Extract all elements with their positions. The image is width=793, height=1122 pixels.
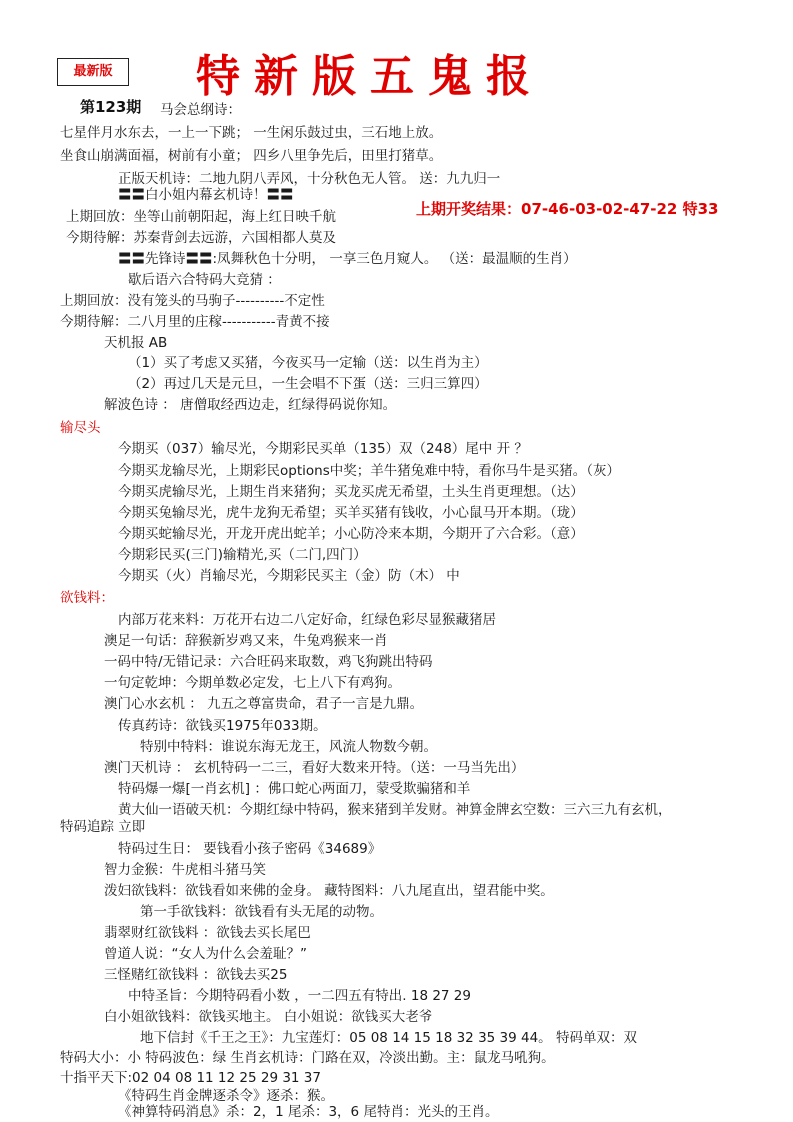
page-title: 特新版五鬼报 xyxy=(196,51,544,102)
text-line: 今期买（037）输尽光，今期彩民买单（135）双（248）尾中 开 ？ xyxy=(118,441,528,457)
text-line: 三怪赌红欲钱料 ：欲钱去买25 xyxy=(104,967,288,983)
text-line: 正版天机诗：二地九阴八弄风，十分秋色无人管。 送：九九归一 xyxy=(118,171,501,187)
text-line: 今期买（火）肖输尽光，今期彩民买主（金）防（木） 中 xyxy=(118,568,460,584)
text-line: 一码中特/无错记录：六合旺码来取数，鸡飞狗跳出特码 xyxy=(104,654,433,670)
text-line: 今期买蛇输尽光，开龙开虎出蛇羊；小心防冷来本期，今期开了六合彩。（意） xyxy=(118,526,584,542)
issue-number: 第123期 xyxy=(80,98,142,116)
text-line: 今期待解：二八月里的庄稼-----------青黄不接 xyxy=(60,314,330,330)
text-line: 一句定乾坤：今期单数必定发，七上八下有鸡狗。 xyxy=(104,675,401,691)
text-line: 〓〓先锋诗〓〓:凤舞秋色十分明， 一享三色月窥人。 （送：最温顺的生肖） xyxy=(118,251,577,267)
text-line: 智力金猴：牛虎相斗猪马笑 xyxy=(104,862,266,878)
last-draw-result: 上期开奖结果：07-46-03-02-47-22 特33 xyxy=(416,200,719,218)
text-line: 今期彩民买(三门)输精光,买（二门,四门） xyxy=(118,547,367,563)
text-line: 〓〓白小姐内幕玄机诗！〓〓 xyxy=(118,187,294,203)
text-line: 澳门天机诗 ： 玄机特码一二三，看好大数来开特。（送：一马当先出） xyxy=(104,760,525,776)
edition-badge: 最新版 xyxy=(57,58,129,86)
text-line: 十指平天下:02 04 08 11 12 25 29 31 37 xyxy=(60,1070,321,1086)
text-line: 今期待解：苏秦背剑去远游，六国相都人莫及 xyxy=(66,230,336,246)
text-line: 黄大仙一语破天机：今期红绿中特码，猴来猪到羊发财。神算金牌玄空数：三六三九有玄机， xyxy=(118,802,672,818)
text-line: 特码大小：小 特码波色：绿 生肖玄机诗：门路在双，冷淡出勤。主：鼠龙马吼狗。 xyxy=(60,1050,555,1066)
text-line: 歇后语六合特码大竞猜 ： xyxy=(128,272,281,288)
text-line: 七星伴月水东去，一上一下跳； 一生闲乐鼓过虫，三石地上放。 xyxy=(60,125,443,141)
text-line: 第一手欲钱料：欲钱看有头无尾的动物。 xyxy=(140,904,383,920)
text-line: 曾道人说：“女人为什么会羞耻？” xyxy=(104,946,307,962)
text-line: （1）买了考虑又买猪，今夜买马一定输（送：以生肖为主） xyxy=(128,355,488,371)
text-line: 特码爆一爆[一肖玄机] ：佛口蛇心两面刀，蒙受欺骗猪和羊 xyxy=(118,781,471,797)
text-line: 特别中特料：谁说东海无龙王，风流人物数今朝。 xyxy=(140,739,437,755)
text-line: 今期买龙输尽光，上期彩民options中奖；羊牛猪兔难中特，看你马牛是买猪。（灰） xyxy=(118,463,620,479)
text-line: （2）再过几天是元旦，一生会唱不下蛋（送：三归三算四） xyxy=(128,376,488,392)
text-line: 泼妇欲钱料：欲钱看如来佛的金身。 藏特图料：八九尾直出，望君能中奖。 xyxy=(104,883,554,899)
text-line: 澳足一句话：辞猴新岁鸡又来，牛兔鸡猴来一肖 xyxy=(104,633,388,649)
text-line: 地下信封《千王之王》：九宝莲灯：05 08 14 15 18 32 35 39 44。 特码单双：双 xyxy=(140,1030,637,1046)
text-line: 特码过生日： 要钱看小孩子密码《34689》 xyxy=(118,841,382,857)
section-heading: 输尽头 xyxy=(60,420,101,436)
text-line: 中特圣旨：今期特码看小数 ，一二四五有特出. 18 27 29 xyxy=(128,988,471,1004)
text-line: 坐食山崩满面福，树前有小童； 四乡八里争先后，田里打猪草。 xyxy=(60,148,443,164)
text-line: 翡翠财红欲钱料 ：欲钱去买长尾巴 xyxy=(104,925,311,941)
text-line: 白小姐欲钱料：欲钱买地主。 白小姐说：欲钱买大老爷 xyxy=(104,1009,433,1025)
text-line: 内部万花来料：万花开右边二八定好命，红绿色彩尽显猴藏猪居 xyxy=(118,612,496,628)
text-line: 传真药诗：欲钱买1975年033期。 xyxy=(118,718,327,734)
text-line: 澳门心水玄机 ： 九五之尊富贵命，君子一言是九鼎。 xyxy=(104,696,424,712)
text-line: 《神算特码消息》杀：2，1 尾杀：3，6 尾特肖：光头的王肖。 xyxy=(118,1104,499,1120)
text-line: 马会总纲诗： xyxy=(160,102,241,118)
text-line: 《特码生肖金牌逐杀令》逐杀：猴。 xyxy=(118,1088,334,1104)
text-line: 上期回放：没有笼头的马驹子----------不定性 xyxy=(60,293,325,309)
text-line: 今期买虎输尽光，上期生肖来猪狗；买龙买虎无希望，土头生肖更理想。（达） xyxy=(118,484,584,500)
text-line: 天机报 AB xyxy=(104,335,168,351)
text-line: 特码追踪 立即 xyxy=(60,819,146,835)
text-line: 上期回放：坐等山前朝阳起，海上红日映千航 xyxy=(66,209,336,225)
text-line: 今期买兔输尽光，虎牛龙狗无希望；买羊买猪有钱收，小心鼠马开本期。（珑） xyxy=(118,505,584,521)
text-line: 解波色诗 ： 唐僧取经西边走，红绿得码说你知。 xyxy=(104,397,397,413)
section-heading: 欲钱料： xyxy=(60,590,114,606)
